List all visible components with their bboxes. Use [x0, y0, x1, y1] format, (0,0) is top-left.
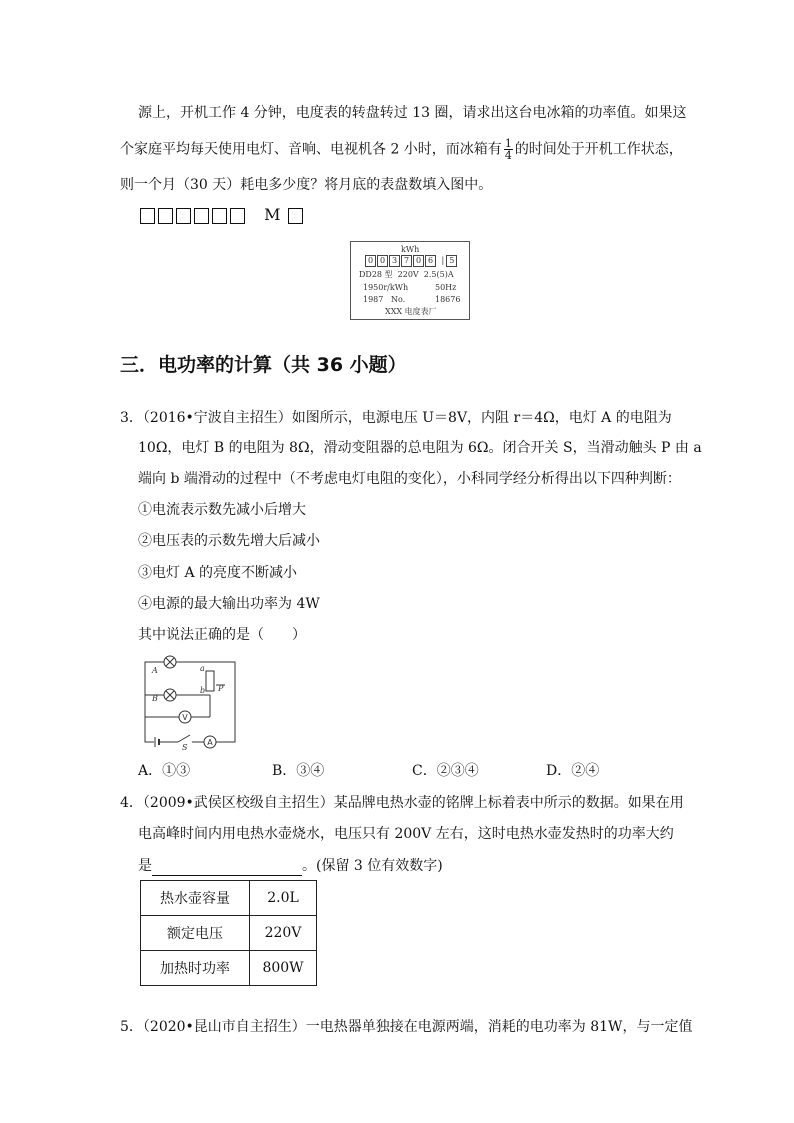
- kettle-spec-table: [140, 880, 317, 986]
- label-p: P: [218, 684, 224, 693]
- prev-line-1: 源上，开机工作 4 分钟，电度表的转盘转过 13 圈，请求出这台电冰箱的功率值。如果这: [138, 105, 687, 121]
- q3-line-2: 10Ω，电灯 B 的电阻为 8Ω，滑动变阻器的总电阻为 6Ω。闭合开关 S，当滑动触头 P 由 a: [138, 440, 702, 456]
- q4-line-3-b: 。(保留 3 位有效数字): [302, 858, 443, 874]
- meter-voltage: 220V: [397, 270, 419, 279]
- label-s: S: [182, 743, 188, 750]
- placeholder-box-icon: [212, 208, 227, 224]
- section-title: 三．电功率的计算（共 36 小题）: [120, 354, 407, 376]
- ammeter-icon: [204, 736, 216, 748]
- table-cell: 热水壶容量: [141, 881, 250, 916]
- meter-digits: 0 0 3 7 0 6 | 5: [365, 255, 458, 267]
- electric-meter-figure: [350, 241, 470, 320]
- label-a-end: a: [200, 664, 205, 673]
- meter-digit: 0: [377, 255, 388, 267]
- q3-line-3: 端向 b 端滑动的过程中（不考虑电灯电阻的变化），小科同学经分析得出以下四种判断：: [138, 471, 681, 487]
- label-a-lamp: A: [152, 666, 158, 675]
- q4-line-1: 4．（2009•武侯区校级自主招生）某品牌电热水壶的铭牌上标着表中所示的数据。如果在用: [120, 795, 684, 811]
- fraction-denominator: 4: [504, 149, 512, 162]
- meter-rev: 1950r/kWh: [363, 283, 409, 292]
- table-row: [141, 881, 317, 916]
- meter-serial: 18676: [435, 295, 461, 304]
- lamp-b-icon: [164, 689, 176, 701]
- meter-decimal-digit: 5: [446, 255, 457, 267]
- prev-line-2-a: 个家庭平均每天使用电灯、音响、电视机各 2 小时，而冰箱有: [120, 141, 502, 158]
- meter-freq: 50Hz: [435, 283, 457, 292]
- lamp-a-icon: [164, 656, 176, 668]
- meter-maker: XXX 电度表厂: [385, 307, 437, 316]
- meter-no-label: No.: [391, 295, 406, 304]
- battery-icon: [154, 735, 160, 749]
- table-cell: 220V: [250, 916, 317, 951]
- placeholder-box-icon: [288, 208, 303, 224]
- label-b-lamp: B: [152, 694, 158, 703]
- option-c[interactable]: C．②③④: [412, 763, 479, 779]
- q3-statement-2: ②电压表的示数先增大后减小: [138, 533, 320, 549]
- meter-year: 1987: [363, 295, 384, 304]
- label-b-end: b: [200, 686, 206, 695]
- q5-line-1: 5．（2020•昆山市自主招生）一电热器单独接在电源两端，消耗的电功率为 81W，与一定值: [120, 1019, 693, 1035]
- table-row: [141, 951, 317, 986]
- table-cell: 额定电压: [141, 916, 250, 951]
- placeholder-box-icon: [158, 208, 173, 224]
- option-d[interactable]: D．②④: [546, 763, 600, 779]
- voltmeter-icon: [179, 711, 191, 723]
- circuit-diagram: [130, 655, 240, 750]
- prev-line-3: 则一个月（30 天）耗电多少度？将月底的表盘数填入图中。: [120, 177, 493, 193]
- q3-statement-3: ③电灯 A 的亮度不断减小: [138, 565, 298, 581]
- q3-statement-4: ④电源的最大输出功率为 4W: [138, 596, 320, 612]
- meter-digit: 0: [365, 255, 376, 267]
- svg-text:A: A: [207, 738, 213, 747]
- svg-text:V: V: [182, 713, 188, 722]
- q4-line-2: 电高峰时间内用电热水壶烧水，电压只有 200V 左右，这时电热水壶发热时的功率大约: [138, 826, 674, 842]
- table-row: [141, 916, 317, 951]
- table-cell: 800W: [250, 951, 317, 986]
- q3-ask: 其中说法正确的是（ ）: [138, 627, 306, 643]
- fraction-quarter: [504, 138, 513, 161]
- placeholder-box-icon: [176, 208, 191, 224]
- option-b[interactable]: B．③④: [272, 763, 325, 779]
- meter-digit: 3: [389, 255, 400, 267]
- meter-digit: 6: [425, 255, 436, 267]
- garbled-box-row: [140, 205, 306, 224]
- placeholder-box-icon: [140, 208, 155, 224]
- q4-line-3-a: 是: [138, 858, 152, 874]
- fraction-numerator: 1: [504, 137, 512, 150]
- meter-digit: 0: [413, 255, 424, 267]
- meter-unit: kWh: [401, 245, 420, 254]
- prev-line-2-b: 的时间处于开机工作状态，: [514, 141, 683, 158]
- q4-answer-blank[interactable]: [152, 861, 302, 876]
- q3-statement-1: ①电流表示数先减小后增大: [138, 502, 306, 518]
- meter-model: DD28 型: [359, 270, 393, 279]
- meter-current: 2.5(5)A: [423, 270, 454, 279]
- boxes-tail-letter: M: [264, 205, 282, 224]
- meter-digit: 7: [401, 255, 412, 267]
- prev-line-2: [120, 138, 683, 161]
- option-a[interactable]: A．①③: [138, 763, 191, 779]
- placeholder-box-icon: [230, 208, 245, 224]
- placeholder-box-icon: [194, 208, 209, 224]
- q4-line-3: [138, 856, 443, 876]
- table-cell: 2.0L: [250, 881, 317, 916]
- table-cell: 加热时功率: [141, 951, 250, 986]
- q3-line-1: 3．（2016•宁波自主招生）如图所示，电源电压 U＝8V，内阻 r＝4Ω，电灯 A 的电阻为: [120, 410, 672, 426]
